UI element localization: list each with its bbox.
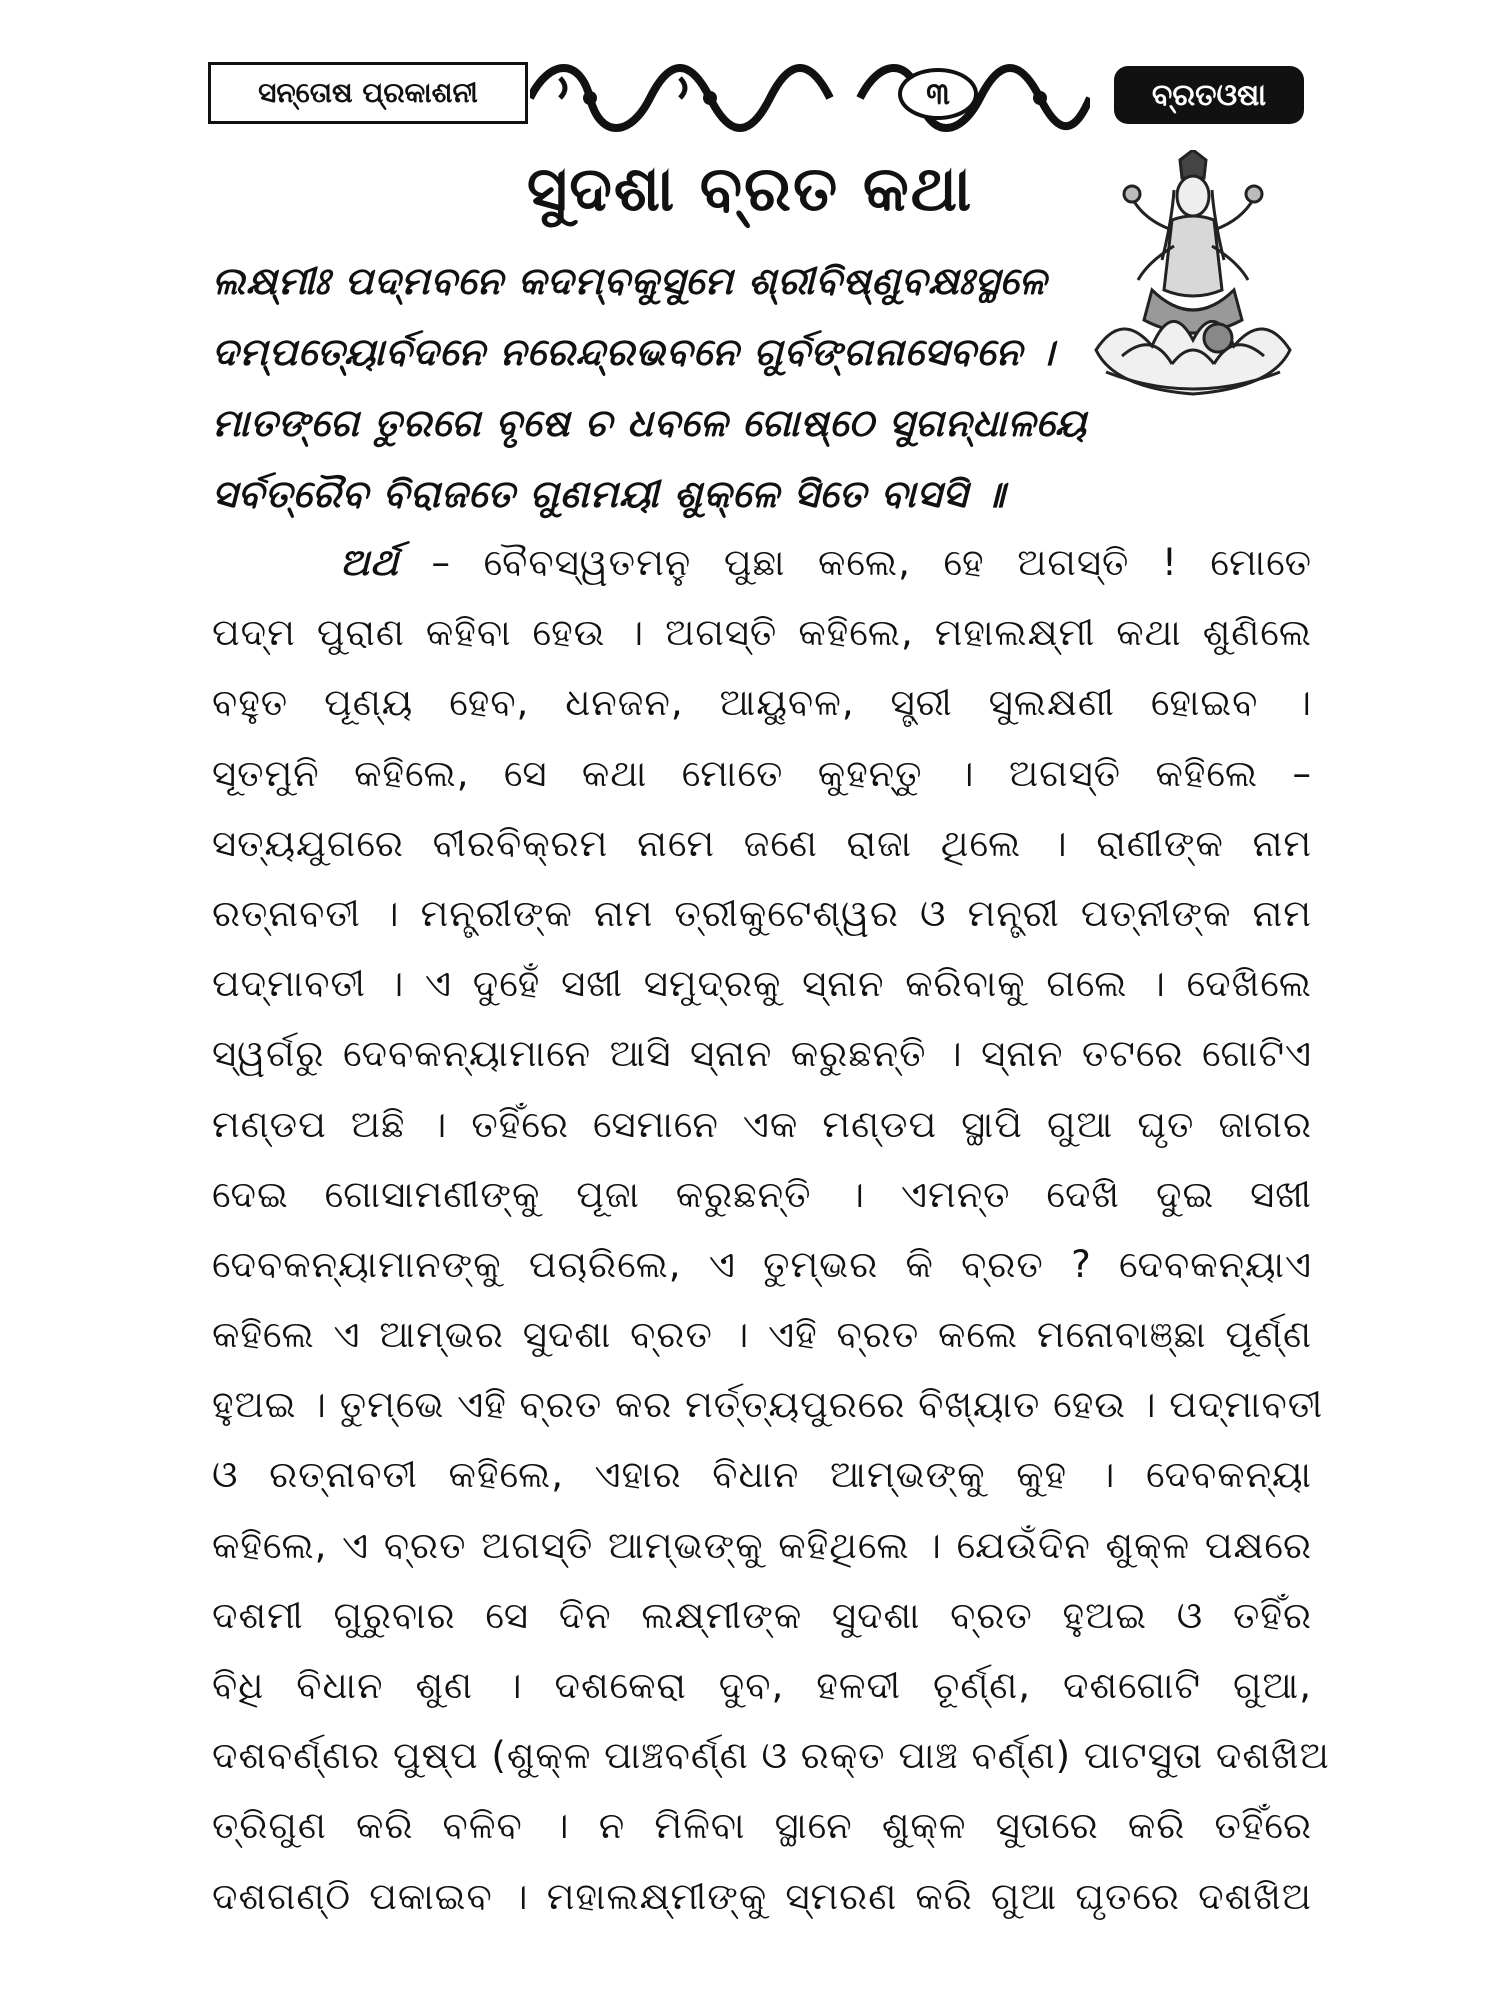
shloka-line: ସର୍ବତ୍ରୈବ ବିରାଜତେ ଗୁଣମୟୀ ଶୁକ୍ଳେ ସିତେ ବାସସି ॥ — [212, 472, 1006, 516]
meaning-label: ଅର୍ଥ — [340, 541, 399, 584]
chapter-title: ସୁଦଶା ବ୍ରତ କଥା — [526, 152, 974, 225]
meaning-first-line-text: – ବୈବସ୍ୱତମନୁ ପୁଛା କଲେ, ହେ ଅଗସ୍ତି ! ମୋତେ — [398, 541, 1312, 584]
page-number: ୩ — [898, 68, 978, 120]
prose-line: ପଦ୍ମ ପୁରାଣ କହିବା ହେଉ । ଅଗସ୍ତି କହିଲେ, ମହାଲକ୍ଷ୍ମୀ କଥା ଶୁଣିଲେ — [212, 611, 1312, 655]
prose-line: ଦଶଗଣ୍ଠି ପକାଇବ । ମହାଲକ୍ଷ୍ମୀଙ୍କୁ ସ୍ମରଣ କରି ଗୁଆ ଘୃତରେ ଦଶଖିଅ — [212, 1874, 1312, 1918]
prose-line: ବହୁତ ପୂଣ୍ୟ ହେବ, ଧନଜନ, ଆୟୁବଳ, ସ୍ତ୍ରୀ ସୁଲକ୍ଷଣୀ ହୋଇବ । — [212, 681, 1312, 725]
meaning-text — [212, 528, 1330, 1932]
publisher-label: ସନ୍ତୋଷ ପ୍ରକାଶନୀ — [208, 62, 528, 124]
prose-line: ଦଶବର୍ଣ୍ଣର ପୁଷ୍ପ (ଶୁକ୍ଳ ପାଞ୍ଚବର୍ଣ୍ଣ ଓ ରକ୍ତ ପାଞ୍ଚ ବର୍ଣ୍ଣ) ପାଟସୁତା ଦଶଖିଅ — [212, 1734, 1330, 1778]
book-title-tag: ବ୍ରତଓଷା — [1114, 66, 1304, 124]
prose-line: ରତ୍ନାବତୀ । ମନ୍ତ୍ରୀଙ୍କ ନାମ ତ୍ରୀକୁଟେଶ୍ୱର ଓ ମନ୍ତ୍ରୀ ପତ୍ନୀଙ୍କ ନାମ — [212, 891, 1312, 935]
shloka-verse — [212, 246, 1312, 530]
prose-line: ସତ୍ୟଯୁଗରେ ବୀରବିକ୍ରମ ନାମେ ଜଣେ ରାଜା ଥିଲେ । ରାଣୀଙ୍କ ନାମ — [212, 821, 1312, 865]
page-header — [208, 58, 1304, 140]
prose-line: ସ୍ୱର୍ଗରୁ ଦେବକନ୍ୟାମାନେ ଆସି ସ୍ନାନ କରୁଛନ୍ତି । ସ୍ନାନ ତଟରେ ଗୋଟିଏ — [212, 1032, 1312, 1076]
prose-line: କହିଲେ ଏ ଆମ୍ଭର ସୁଦଶା ବ୍ରତ । ଏହି ବ୍ରତ କଲେ ମନୋବାଞ୍ଛା ପୂର୍ଣ୍ଣ — [212, 1313, 1312, 1357]
prose-line: ଓ ରତ୍ନାବତୀ କହିଲେ, ଏହାର ବିଧାନ ଆମ୍ଭଙ୍କୁ କୁହ । ଦେବକନ୍ୟା — [212, 1453, 1312, 1497]
decorative-border-ornament — [530, 58, 1090, 138]
meaning-first-line — [212, 528, 1312, 598]
prose-line: ବିଧି ବିଧାନ ଶୁଣ । ଦଶକେରା ଦୁବ, ହଳଦୀ ଚୂର୍ଣ୍ଣ, ଦଶଗୋଟି ଗୁଆ, — [212, 1664, 1312, 1707]
prose-line: ହୁଅଇ । ତୁମ୍ଭେ ଏହି ବ୍ରତ କର ମର୍ତ୍ତ୍ୟପୁରରେ ବିଖ୍ୟାତ ହେଉ । ପଦ୍ମାବତୀ — [212, 1383, 1324, 1427]
prose-line: ଦେଇ ଗୋସାମଣୀଙ୍କୁ ପୂଜା କରୁଛନ୍ତି । ଏମନ୍ତ ଦେଖି ଦୁଇ ସଖୀ — [212, 1172, 1312, 1216]
prose-line: ତ୍ରିଗୁଣ କରି ବଳିବ । ନ ମିଳିବା ସ୍ଥାନେ ଶୁକ୍ଳ ସୁତାରେ କରି ତହିଁରେ — [212, 1804, 1312, 1848]
prose-line: ଦେବକନ୍ୟାମାନଙ୍କୁ ପଚାରିଲେ, ଏ ତୁମ୍ଭର କି ବ୍ରତ ? ଦେବକନ୍ୟାଏ — [212, 1242, 1312, 1286]
prose-line: ପଦ୍ମାବତୀ । ଏ ଦୁହେଁ ସଖୀ ସମୁଦ୍ରକୁ ସ୍ନାନ କରିବାକୁ ଗଲେ । ଦେଖିଲେ — [212, 962, 1312, 1006]
shloka-line: ମାତଙ୍ଗେ ତୁରଗେ ବୃଷେ ଚ ଧବଳେ ଗୋଷ୍ଠେ ସୁଗନ୍ଧାଳୟେ — [212, 401, 1088, 445]
prose-line: ସୂତମୁନି କହିଲେ, ସେ କଥା ମୋତେ କୁହନ୍ତୁ । ଅଗସ୍ତି କହିଲେ – — [212, 751, 1312, 795]
prose-line: ମଣ୍ଡପ ଅଛି । ତହିଁରେ ସେମାନେ ଏକ ମଣ୍ଡପ ସ୍ଥାପି ଗୁଆ ଘୃତ ଜାଗର — [212, 1102, 1312, 1146]
prose-line: କହିଲେ, ଏ ବ୍ରତ ଅଗସ୍ତି ଆମ୍ଭଙ୍କୁ କହିଥିଲେ । ଯେଉଁଦିନ ଶୁକ୍ଳ ପକ୍ଷରେ — [212, 1523, 1312, 1567]
prose-line: ଦଶମୀ ଗୁରୁବାର ସେ ଦିନ ଲକ୍ଷ୍ମୀଙ୍କ ସୁଦଶା ବ୍ରତ ହୁଅଇ ଓ ତହିଁର — [212, 1593, 1312, 1637]
shloka-line: ଲକ୍ଷ୍ମୀଃ ପଦ୍ମବନେ କଦମ୍ବକୁସୁମେ ଶ୍ରୀବିଷ୍ଣୁବକ୍ଷଃସ୍ଥଳେ — [212, 259, 1048, 303]
shloka-line: ଦମ୍ପତ୍ୟୋର୍ବଦନେ ନରେନ୍ଦ୍ରଭବନେ ଗୁର୍ବଙ୍ଗନାସେବନେ । — [212, 330, 1055, 374]
